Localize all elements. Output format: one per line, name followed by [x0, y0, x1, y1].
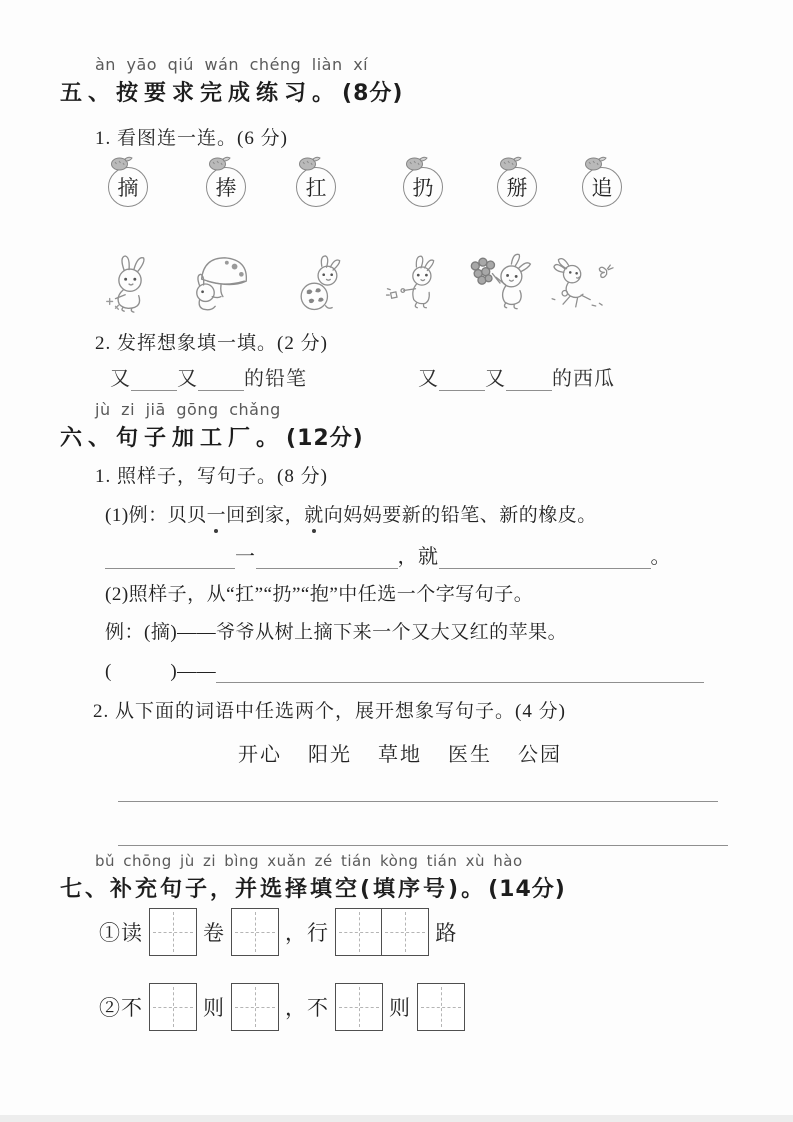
fill-text: 。	[650, 546, 671, 568]
strawberry-icon	[499, 154, 523, 171]
section7-title-text: 七、补充句子，并选择填空(填序号)。	[60, 877, 487, 902]
item-char: 卷	[203, 921, 225, 945]
fill-phrase-pencil	[110, 362, 307, 391]
answer-line	[118, 845, 728, 846]
word-label: 掰	[506, 176, 528, 200]
bunny-picking-flowers-icon	[100, 254, 160, 318]
section6-title	[60, 421, 364, 452]
word-circle-item	[296, 167, 338, 207]
writing-grid-box-double	[335, 908, 429, 956]
phrase-text: 的西瓜	[552, 368, 615, 390]
fill-blank	[439, 546, 651, 569]
word-circle	[403, 167, 443, 207]
phrase-text: 又	[110, 368, 131, 390]
word-circle	[497, 167, 537, 207]
writing-grid-box	[231, 908, 279, 956]
s5-q1-label: 1. 看图连一连。(6 分)	[95, 128, 288, 149]
section5-title-text: 五、按要求完成练习。	[60, 81, 341, 106]
writing-grid-box	[335, 983, 383, 1031]
fill-blank	[256, 546, 398, 569]
word-circle-item	[403, 167, 445, 207]
word-label: 追	[591, 176, 613, 200]
word-circle	[206, 167, 246, 207]
s6-q1-example1	[105, 500, 597, 527]
fill-blank	[198, 368, 244, 391]
phrase-text: 又	[418, 368, 439, 390]
strawberry-icon	[208, 154, 232, 171]
item-text	[99, 992, 143, 1022]
writing-grid-box	[231, 983, 279, 1031]
fill-blank	[105, 546, 235, 569]
phrase-text: 又	[177, 368, 198, 390]
s6-q1-part2-answer	[105, 656, 704, 683]
fill-text: 一	[235, 546, 256, 568]
writing-grid-box	[417, 983, 465, 1031]
section7-pinyin: bǔ chōng jù zi bìng xuǎn zé tián kòng tián xù hào	[95, 852, 523, 870]
section5-score: (8分)	[342, 81, 404, 106]
bunny-carrying-grapes-icon	[462, 252, 538, 316]
s7-item1	[93, 908, 463, 956]
word-circle-item	[582, 167, 624, 207]
word-label: 扛	[305, 176, 327, 200]
item-number: ②	[99, 996, 121, 1020]
word-bank-item: 阳光	[308, 744, 352, 766]
writing-grid-cell	[335, 908, 383, 956]
bunny-throwing-object-icon	[382, 254, 440, 318]
section6-score: (12分)	[286, 426, 364, 451]
section5-title	[60, 76, 403, 107]
s6-q1-part2-example: 例：(摘)——爷爷从树上摘下来一个又大又红的苹果。	[105, 622, 568, 643]
strawberry-icon	[110, 154, 134, 171]
word-circle-item	[108, 167, 150, 207]
word-circle	[108, 167, 148, 207]
item-text	[99, 917, 143, 947]
bunny-carrying-mushroom-icon	[186, 252, 256, 316]
example-text: 向妈妈要新的铅笔、新的橡皮。	[323, 505, 597, 526]
answer-prefix: ( )——	[105, 661, 217, 682]
item-char: ，行	[285, 921, 329, 945]
word-circle	[296, 167, 336, 207]
fill-phrase-watermelon	[418, 362, 615, 391]
s6-q2-label: 2. 从下面的词语中任选两个，展开想象写句子。(4 分)	[93, 701, 566, 722]
item-char: ，不	[285, 996, 329, 1020]
word-bank-item: 草地	[378, 744, 422, 766]
item-char: 不	[121, 996, 143, 1020]
section6-title-text: 六、句子加工厂。	[60, 426, 285, 451]
s7-item2	[93, 983, 465, 1031]
word-circle-item	[497, 167, 539, 207]
s6-q1-label: 1. 照样子，写句子。(8 分)	[95, 466, 328, 487]
fill-blank	[131, 368, 177, 391]
bunny-chasing-butterfly-icon	[543, 256, 623, 316]
writing-grid-box	[149, 908, 197, 956]
item-char: 读	[121, 921, 143, 945]
section5-pinyin: àn yāo qiú wán chéng liàn xí	[95, 55, 369, 74]
emphasized-char: 就	[304, 500, 324, 527]
item-char: 则	[203, 996, 225, 1020]
strawberry-icon	[298, 154, 322, 171]
item-char: 则	[389, 996, 411, 1020]
s6-q1-part2-label: (2)照样子，从“扛”“扔”“抱”中任选一个字写句子。	[105, 584, 534, 605]
s6-q1-fill-line	[105, 540, 671, 569]
writing-grid-cell	[381, 908, 429, 956]
section7-title	[60, 872, 566, 903]
strawberry-icon	[405, 154, 429, 171]
word-bank-item: 医生	[448, 744, 492, 766]
section6-pinyin: jù zi jiā gōng chǎng	[95, 400, 281, 419]
phrase-text: 又	[485, 368, 506, 390]
word-label: 摘	[117, 176, 139, 200]
fill-blank	[506, 368, 552, 391]
answer-blank	[216, 660, 704, 683]
item-char: 路	[435, 921, 458, 945]
section7-score: (14分)	[488, 877, 566, 902]
word-bank-item: 开心	[238, 744, 282, 766]
strawberry-icon	[584, 154, 608, 171]
s5-q2-label: 2. 发挥想象填一填。(2 分)	[95, 333, 328, 354]
emphasized-char: 一	[207, 500, 227, 527]
word-label: 捧	[215, 176, 237, 200]
word-circle	[582, 167, 622, 207]
word-bank-item: 公园	[518, 744, 562, 766]
word-circle-item	[206, 167, 248, 207]
s6-q2-word-bank	[120, 738, 680, 767]
item-number: ①	[99, 921, 121, 945]
word-label: 扔	[412, 176, 434, 200]
fill-text: ，就	[397, 546, 439, 568]
answer-line	[118, 801, 718, 802]
example-text: (1)例：贝贝	[105, 505, 207, 526]
fill-blank	[439, 368, 485, 391]
writing-grid-box	[149, 983, 197, 1031]
bunny-holding-watermelon-icon	[288, 254, 350, 318]
example-text: 回到家，	[226, 505, 305, 526]
phrase-text: 的铅笔	[244, 368, 307, 390]
